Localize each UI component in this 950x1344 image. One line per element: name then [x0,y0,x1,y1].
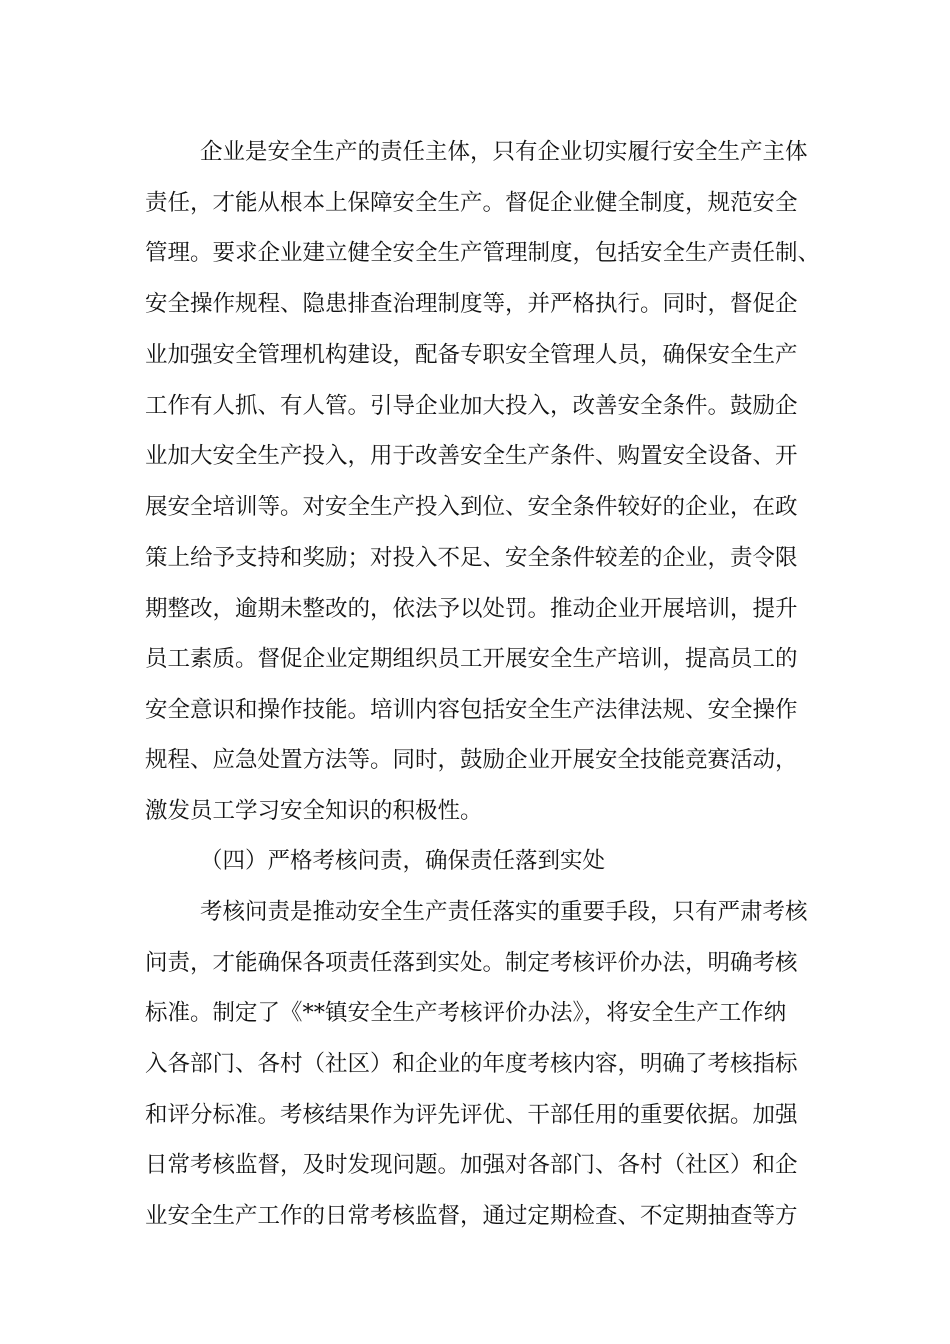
section-heading: （四）严格考核问责，确保责任落到实处 [200,848,606,874]
paragraph-1-line: 安全操作规程、隐患排查治理制度等，并严格执行。同时，督促企 [145,291,798,317]
paragraph-2-line: 业安全生产工作的日常考核监督，通过定期检查、不定期抽查等方 [145,1203,798,1229]
paragraph-1-line: 业加强安全管理机构建设，配备专职安全管理人员，确保安全生产 [145,342,798,368]
paragraph-1-line: 管理。要求企业建立健全安全生产管理制度，包括安全生产责任制、 [145,240,821,266]
paragraph-1-line: 规程、应急处置方法等。同时，鼓励企业开展安全技能竞赛活动， [145,747,798,773]
paragraph-1-line: 工作有人抓、有人管。引导企业加大投入，改善安全条件。鼓励企 [145,393,798,419]
paragraph-1-line: 业加大安全生产投入，用于改善安全生产条件、购置安全设备、开 [145,443,798,469]
paragraph-1-line: 期整改，逾期未整改的，依法予以处罚。推动企业开展培训，提升 [145,596,798,622]
paragraph-1-line: 员工素质。督促企业定期组织员工开展安全生产培训，提高员工的 [145,646,798,672]
paragraph-2-line: 标准。制定了《**镇安全生产考核评价办法》，将安全生产工作纳 [145,1000,787,1026]
paragraph-2-line: 考核问责是推动安全生产责任落实的重要手段，只有严肃考核 [200,899,808,925]
paragraph-2-line: 和评分标准。考核结果作为评先评优、干部任用的重要依据。加强 [145,1102,798,1128]
paragraph-1-line: 企业是安全生产的责任主体，只有企业切实履行安全生产主体 [200,139,808,165]
paragraph-2-line: 问责，才能确保各项责任落到实处。制定考核评价办法，明确考核 [145,950,798,976]
paragraph-1-line: 激发员工学习安全知识的积极性。 [145,798,483,824]
paragraph-1-line: 展安全培训等。对安全生产投入到位、安全条件较好的企业，在政 [145,494,798,520]
paragraph-2-line: 日常考核监督，及时发现问题。加强对各部门、各村（社区）和企 [145,1152,798,1178]
paragraph-2-line: 入各部门、各村（社区）和企业的年度考核内容，明确了考核指标 [145,1051,798,1077]
paragraph-1-line: 策上给予支持和奖励；对投入不足、安全条件较差的企业，责令限 [145,545,798,571]
paragraph-1-line: 安全意识和操作技能。培训内容包括安全生产法律法规、安全操作 [145,697,798,723]
paragraph-1-line: 责任，才能从根本上保障安全生产。督促企业健全制度，规范安全 [145,190,798,216]
